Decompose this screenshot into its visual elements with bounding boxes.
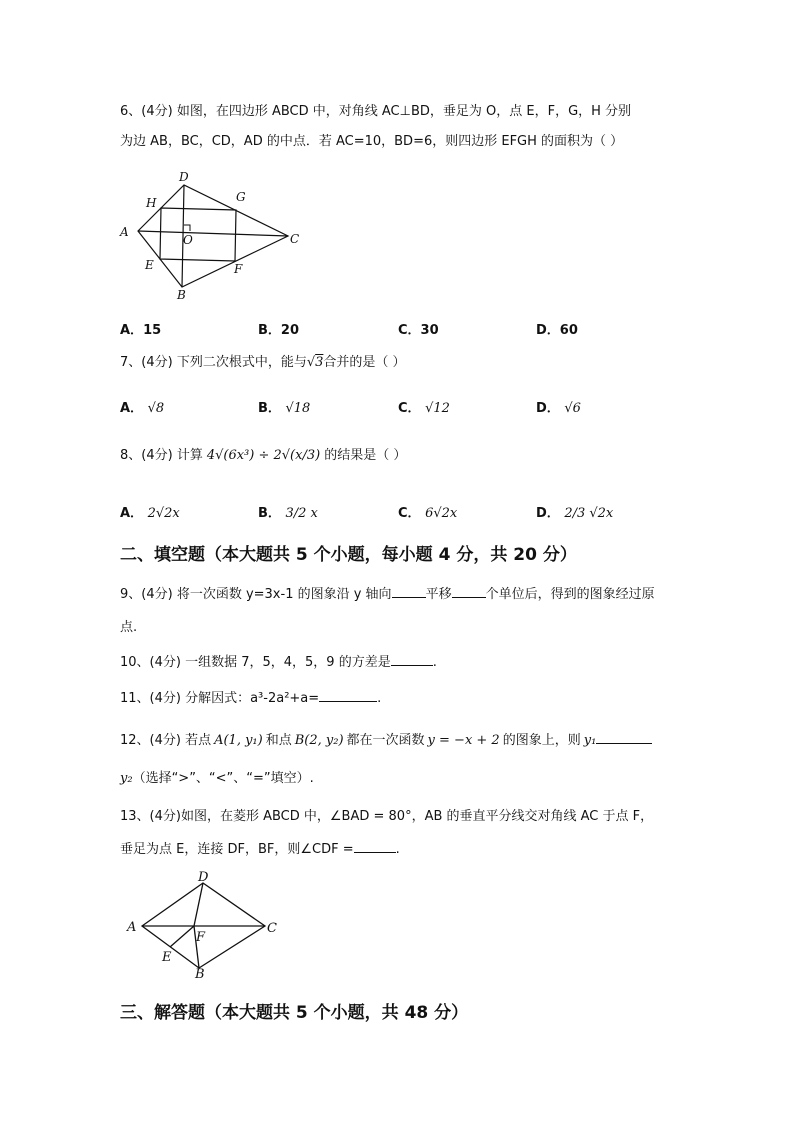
q12-line1: 12、(4分) 若点 A(1, y₁) 和点 B(2, y₂) 都在一次函数 y = −x + 2 的图象上，则 y₁ [120, 731, 652, 749]
q6-right-angle-mark [184, 225, 190, 231]
q8-option-b[interactable]: B． 3/2 x [258, 506, 318, 521]
q7-option-d[interactable]: D． √6 [536, 401, 581, 416]
q11-blank[interactable] [319, 689, 377, 702]
q6-option-b[interactable]: B．20 [258, 323, 300, 338]
q9-blank-direction[interactable] [392, 585, 426, 598]
section3-heading: 三、解答题（本大题共 5 个小题，共 48 分） [120, 1003, 469, 1023]
q13-figure [120, 866, 290, 981]
q6-label-a: A [120, 225, 129, 239]
q13-segment-df [194, 883, 203, 926]
q8-option-c[interactable]: C． 6√2x [398, 506, 458, 521]
q13-perp-bisector-ef [170, 926, 194, 947]
q9-line2: 点. [120, 620, 138, 635]
q12-line2: y₂（选择“>”、“<”、“=”填空）. [120, 771, 314, 786]
q10-blank[interactable] [391, 653, 433, 666]
q13-label-f: F [196, 930, 206, 945]
q8-expression: 4√(6x³) ÷ 2√(x/3) [206, 448, 321, 463]
q13-label-c: C [267, 921, 277, 936]
q6-label-h: H [146, 196, 157, 210]
q7-option-b[interactable]: B． √18 [258, 401, 311, 416]
q9-line1: 9、(4分) 将一次函数 y=3x-1 的图象沿 y 轴向 平移 个单位后，得到的图象经过原 [120, 587, 655, 602]
q6-rect-efgh [160, 208, 236, 261]
q6-label-b: B [177, 288, 186, 302]
q6-line2: 为边 AB，BC，CD，AD 的中点．若 AC=10，BD=6，则四边形 EFGH 的面积为（ ） [120, 134, 624, 149]
q13-label-d: D [198, 870, 209, 885]
q7-radical: √3 [306, 355, 324, 370]
q13-line1: 13、(4分)如图，在菱形 ABCD 中，∠BAD = 80°，AB 的垂直平分线交对角线 AC 于点 F， [120, 809, 654, 824]
q13-label-b: B [195, 967, 205, 981]
q8-option-a[interactable]: A． 2√2x [120, 506, 180, 521]
q7-stem: 7、(4分) 下列二次根式中，能与√3合并的是（ ） [120, 355, 406, 370]
q6-option-d[interactable]: D．60 [536, 323, 578, 338]
q6-option-a[interactable]: A．15 [120, 323, 162, 338]
q6-line1: 6、(4分) 如图，在四边形 ABCD 中，对角线 AC⊥BD，垂足为 O，点 E，F，G，H 分别 [120, 104, 632, 119]
q13-label-a: A [127, 920, 137, 935]
q6-figure [116, 168, 316, 308]
q8-stem: 8、(4分) 计算 4√(6x³) ÷ 2√(x/3) 的结果是（ ） [120, 448, 407, 463]
q6-label-f: F [234, 262, 243, 276]
q13-label-e: E [162, 950, 172, 965]
q12-blank[interactable] [596, 731, 652, 744]
q6-label-d: D [179, 170, 189, 184]
q13-blank[interactable] [354, 840, 396, 853]
q9-blank-units[interactable] [452, 585, 486, 598]
q11-stem: 11、(4分) 分解因式：a³-2a²+a= . [120, 691, 382, 706]
q7-option-c[interactable]: C． √12 [398, 401, 450, 416]
q10-stem: 10、(4分) 一组数据 7，5，4，5，9 的方差是 . [120, 655, 437, 670]
q8-option-d[interactable]: D． 2/3 √2x [536, 506, 614, 521]
q6-option-c[interactable]: C．30 [398, 323, 439, 338]
q7-option-a[interactable]: A． √8 [120, 401, 165, 416]
section2-heading: 二、填空题（本大题共 5 个小题，每小题 4 分，共 20 分） [120, 545, 577, 565]
q6-label-o: O [183, 233, 193, 247]
q6-label-c: C [290, 232, 300, 246]
q6-label-e: E [145, 258, 154, 272]
q13-line2: 垂足为点 E，连接 DF，BF，则∠CDF = . [120, 842, 400, 857]
q6-label-g: G [236, 190, 246, 204]
